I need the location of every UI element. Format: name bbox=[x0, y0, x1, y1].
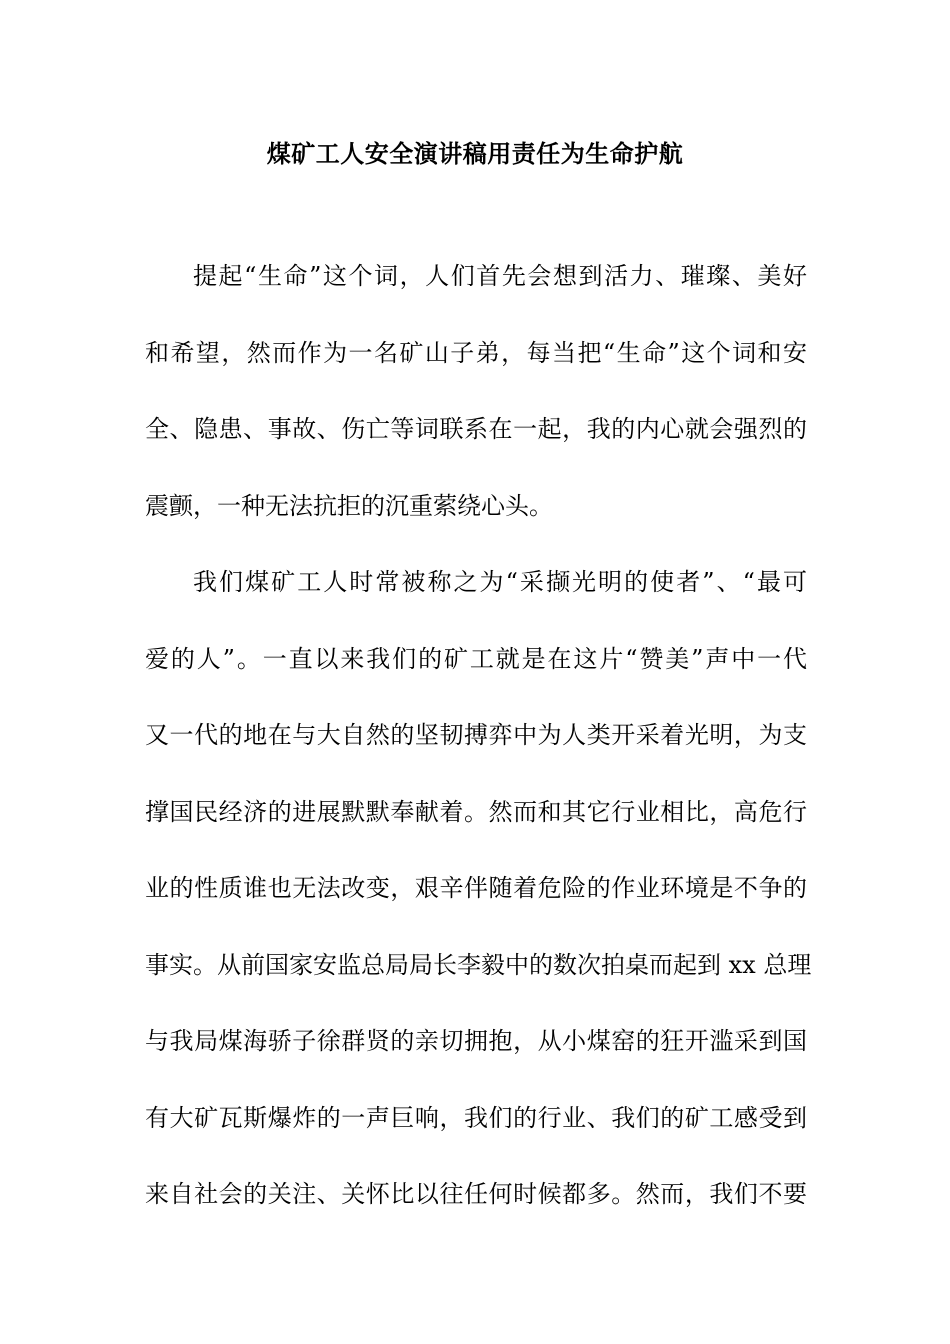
paragraph-2-line-4: 撑国民经济的进展默默奉献着。然而和其它行业相比，高危行 bbox=[145, 797, 807, 826]
paragraph-2-line-7: 与我局煤海骄子徐群贤的亲切拥抱，从小煤窑的狂开滥采到国 bbox=[145, 1027, 807, 1055]
paragraph-2-line-1: 我们煤矿工人时常被称之为“采撷光明的使者”、“最可 bbox=[193, 568, 807, 596]
paragraph-1-line-4: 震颤，一种无法抗拒的沉重萦绕心头。 bbox=[145, 491, 553, 520]
paragraph-2-line-9: 来自社会的关注、关怀比以往任何时候都多。然而，我们不要 bbox=[145, 1180, 807, 1208]
paragraph-2-line-8: 有大矿瓦斯爆炸的一声巨响，我们的行业、我们的矿工感受到 bbox=[145, 1103, 807, 1132]
paragraph-1-line-3: 全、隐患、事故、伤亡等词联系在一起，我的内心就会强烈的 bbox=[145, 415, 807, 443]
document-body bbox=[145, 256, 812, 1251]
paragraph-1-line-1: 提起“生命”这个词，人们首先会想到活力、璀璨、美好 bbox=[193, 262, 807, 290]
paragraph-2-line-6: 事实。从前国家安监总局局长李毅中的数次拍桌而起到 xx 总理 bbox=[145, 950, 812, 979]
paragraph-2-line-3: 又一代的地在与大自然的坚韧搏弈中为人类开采着光明，为支 bbox=[145, 721, 807, 749]
paragraph-2-line-5: 业的性质谁也无法改变，艰辛伴随着危险的作业环境是不争的 bbox=[145, 874, 807, 902]
paragraph-2-line-2: 爱的人”。一直以来我们的矿工就是在这片“赞美”声中一代 bbox=[145, 644, 807, 673]
document-title: 煤矿工人安全演讲稿用责任为生命护航 bbox=[266, 139, 684, 168]
paragraph-1-line-2: 和希望，然而作为一名矿山子弟，每当把“生命”这个词和安 bbox=[145, 338, 807, 367]
